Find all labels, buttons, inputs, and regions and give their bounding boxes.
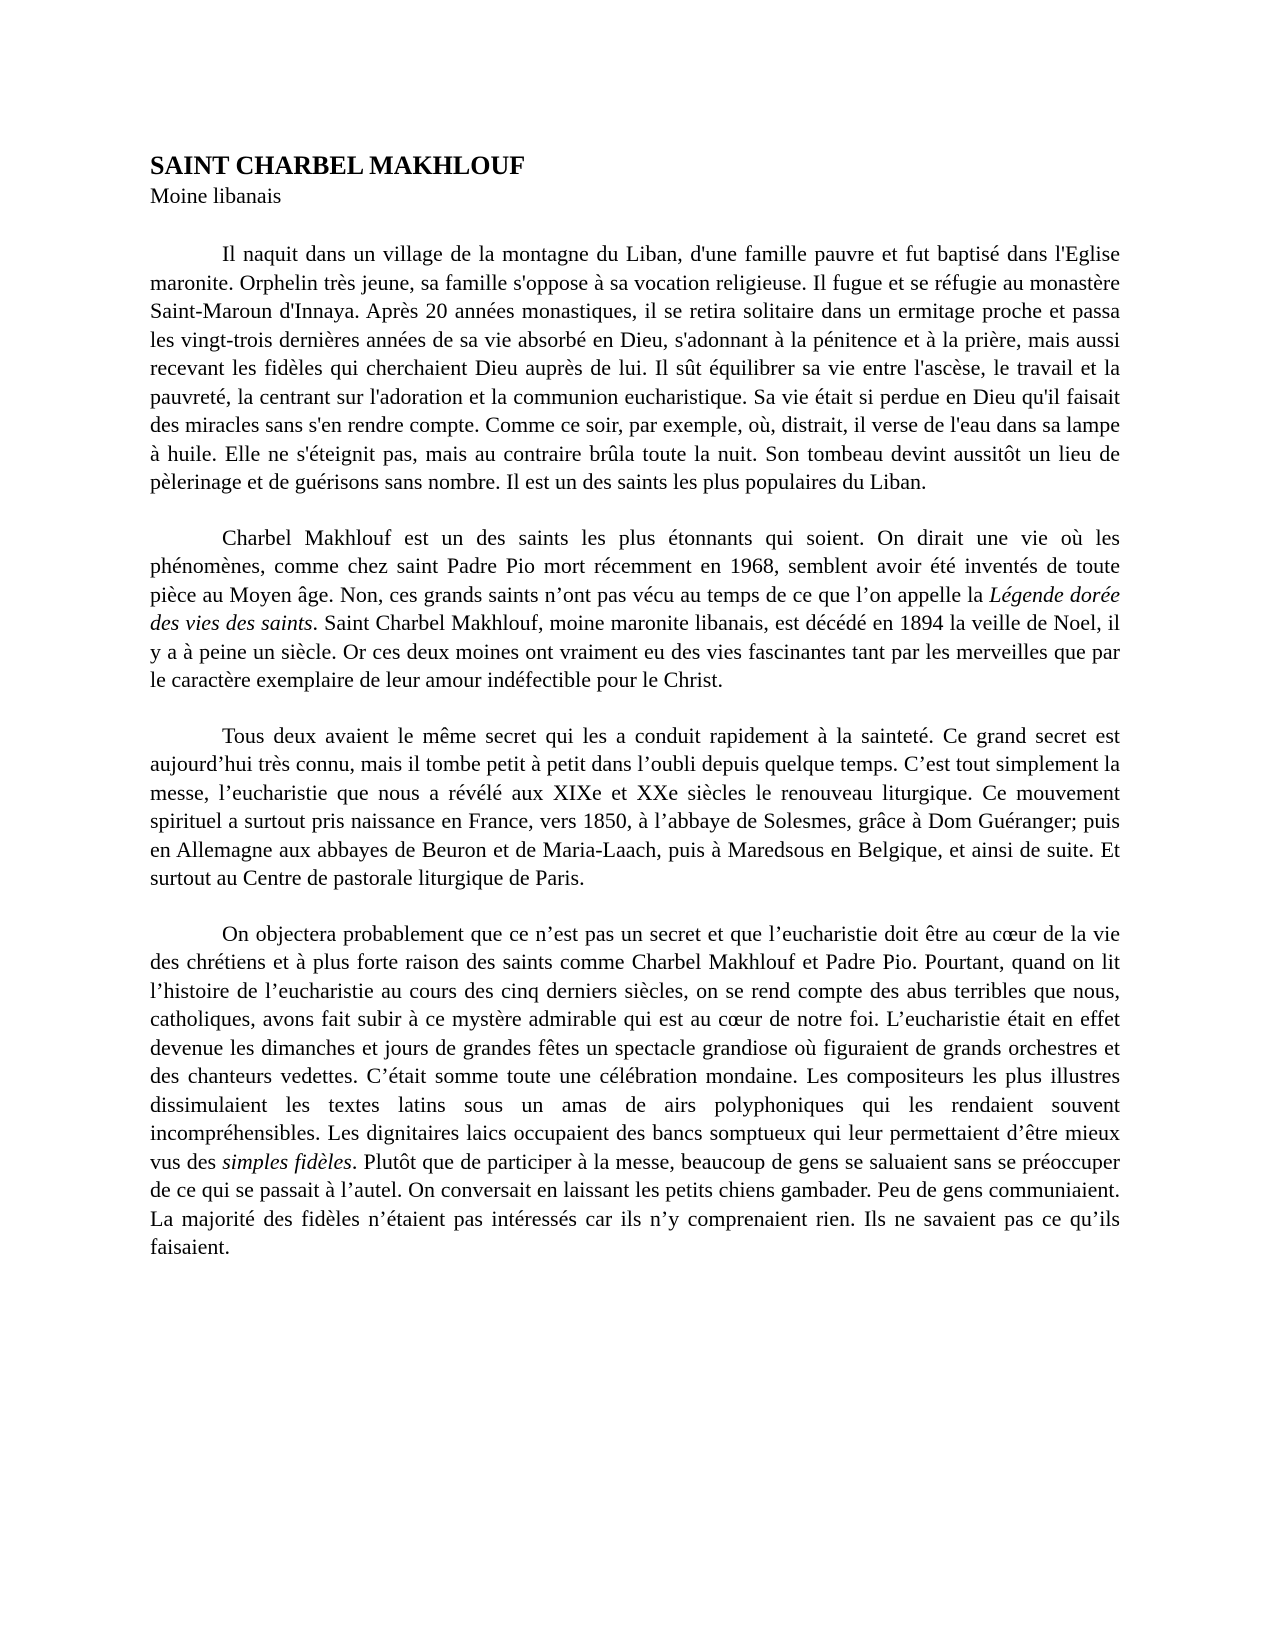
paragraph-2-text-b: . Saint Charbel Makhlouf, moine maronite libanais, est décédé en 1894 la veille de Noel, il y a à peine un siècle. Or ces deux moines ont vraiment eu des vies fascinantes tant par les merveilles que par le caractère exemplaire de leur amour indéfectible pour le Christ. (150, 610, 1121, 692)
paragraph-4 (150, 920, 1120, 1262)
paragraph-1: Il naquit dans un village de la montagne du Liban, d'une famille pauvre et fut baptisé dans l'Eglise maronite. Orphelin très jeune, sa famille s'oppose à sa vocation religieuse. Il fugue et se réfugie au monastère Saint-Maroun d'Innaya. Après 20 années monastiques, il se retira solitaire dans un ermitage proche et passa les vingt-trois dernières années de sa vie absorbé en Dieu, s'adonnant à la pénitence et à la prière, mais aussi recevant les fidèles qui cherchaient Dieu auprès de lui. Il sût équilibrer sa vie entre l'ascèse, le travail et la pauvreté, la centrant sur l'adoration et la communion eucharistique. Sa vie était si perdue en Dieu qu'il faisait des miracles sans s'en rendre compte. Comme ce soir, par exemple, où, distrait, il verse de l'eau dans sa lampe à huile. Elle ne s'éteignit pas, mais au contraire brûla toute la nuit. Son tombeau devint aussitôt un lieu de pèlerinage et de guérisons sans nombre. Il est un des saints les plus populaires du Liban. (150, 241, 1120, 494)
document-page (150, 150, 1120, 1289)
paragraph-2 (150, 524, 1120, 695)
paragraph-4-text-a: On objectera probablement que ce n’est pas un secret et que l’eucharistie doit être au cœur de la vie des chrétiens et à plus forte raison des saints comme Charbel Makhlouf et Padre Pio. Pourtant, quand on lit l’histoire de l’eucharistie au cours des cinq derniers siècles, on se rend compte des abus terribles que nous, catholiques, avons fait subir à ce mystère admirable qui est au cœur de notre foi. L’eucharistie était en effet devenue les dimanches et jours de grandes fêtes un spectacle grandiose où figuraient de grands orchestres et des chanteurs vedettes. C’était somme toute une célébration mondaine. Les compositeurs les plus illustres dissimulaient les textes latins sous un amas de airs polyphoniques qui les rendaient souvent incompréhensibles. Les dignitaires laics occupaient des bancs somptueux qui leur permettaient d’être mieux vus des (150, 920, 1120, 1174)
paragraph-4-text-b: . Plutôt que de participer à la messe, beaucoup de gens se saluaient sans se préoccuper de ce qui se passait à l’autel. On conversait en laissant les petits chiens gambader. Peu de gens communiaient. La majorité des fidèles n’étaient pas intéressés car ils n’y comprenaient rien. Ils ne savaient pas ce qu’ils faisaient. (150, 1148, 1121, 1259)
document-subtitle: Moine libanais (150, 183, 282, 208)
paragraph-3: Tous deux avaient le même secret qui les a conduit rapidement à la sainteté. Ce grand secret est aujourd’hui très connu, mais il tombe petit à petit dans l’oubli depuis quelque temps. C’est tout simplement la messe, l’eucharistie que nous a révélé aux XIXe et XXe siècles le renouveau liturgique. Ce mouvement spirituel a surtout pris naissance en France, vers 1850, à l’abbaye de Solesmes, grâce à Dom Guéranger; puis en Allemagne aux abbayes de Beuron et de Maria-Laach, puis à Maredsous en Belgique, et ainsi de suite. Et surtout au Centre de pastorale liturgique de Paris. (150, 722, 1120, 890)
document-title: SAINT CHARBEL MAKHLOUF (150, 151, 526, 180)
paragraph-4-italic: simples fidèles (222, 1148, 352, 1174)
paragraph-2-text-a: Charbel Makhlouf est un des saints les plus étonnants qui soient. On dirait une vie où les phénomènes, comme chez saint Padre Pio mort récemment en 1968, semblent avoir été inventés de toute pièce au Moyen âge. Non, ces grands saints n’ont pas vécu au temps de ce que l’on appelle la (150, 524, 1120, 607)
paragraph-2-italic: Légende dorée des vies des saints (150, 581, 1120, 635)
